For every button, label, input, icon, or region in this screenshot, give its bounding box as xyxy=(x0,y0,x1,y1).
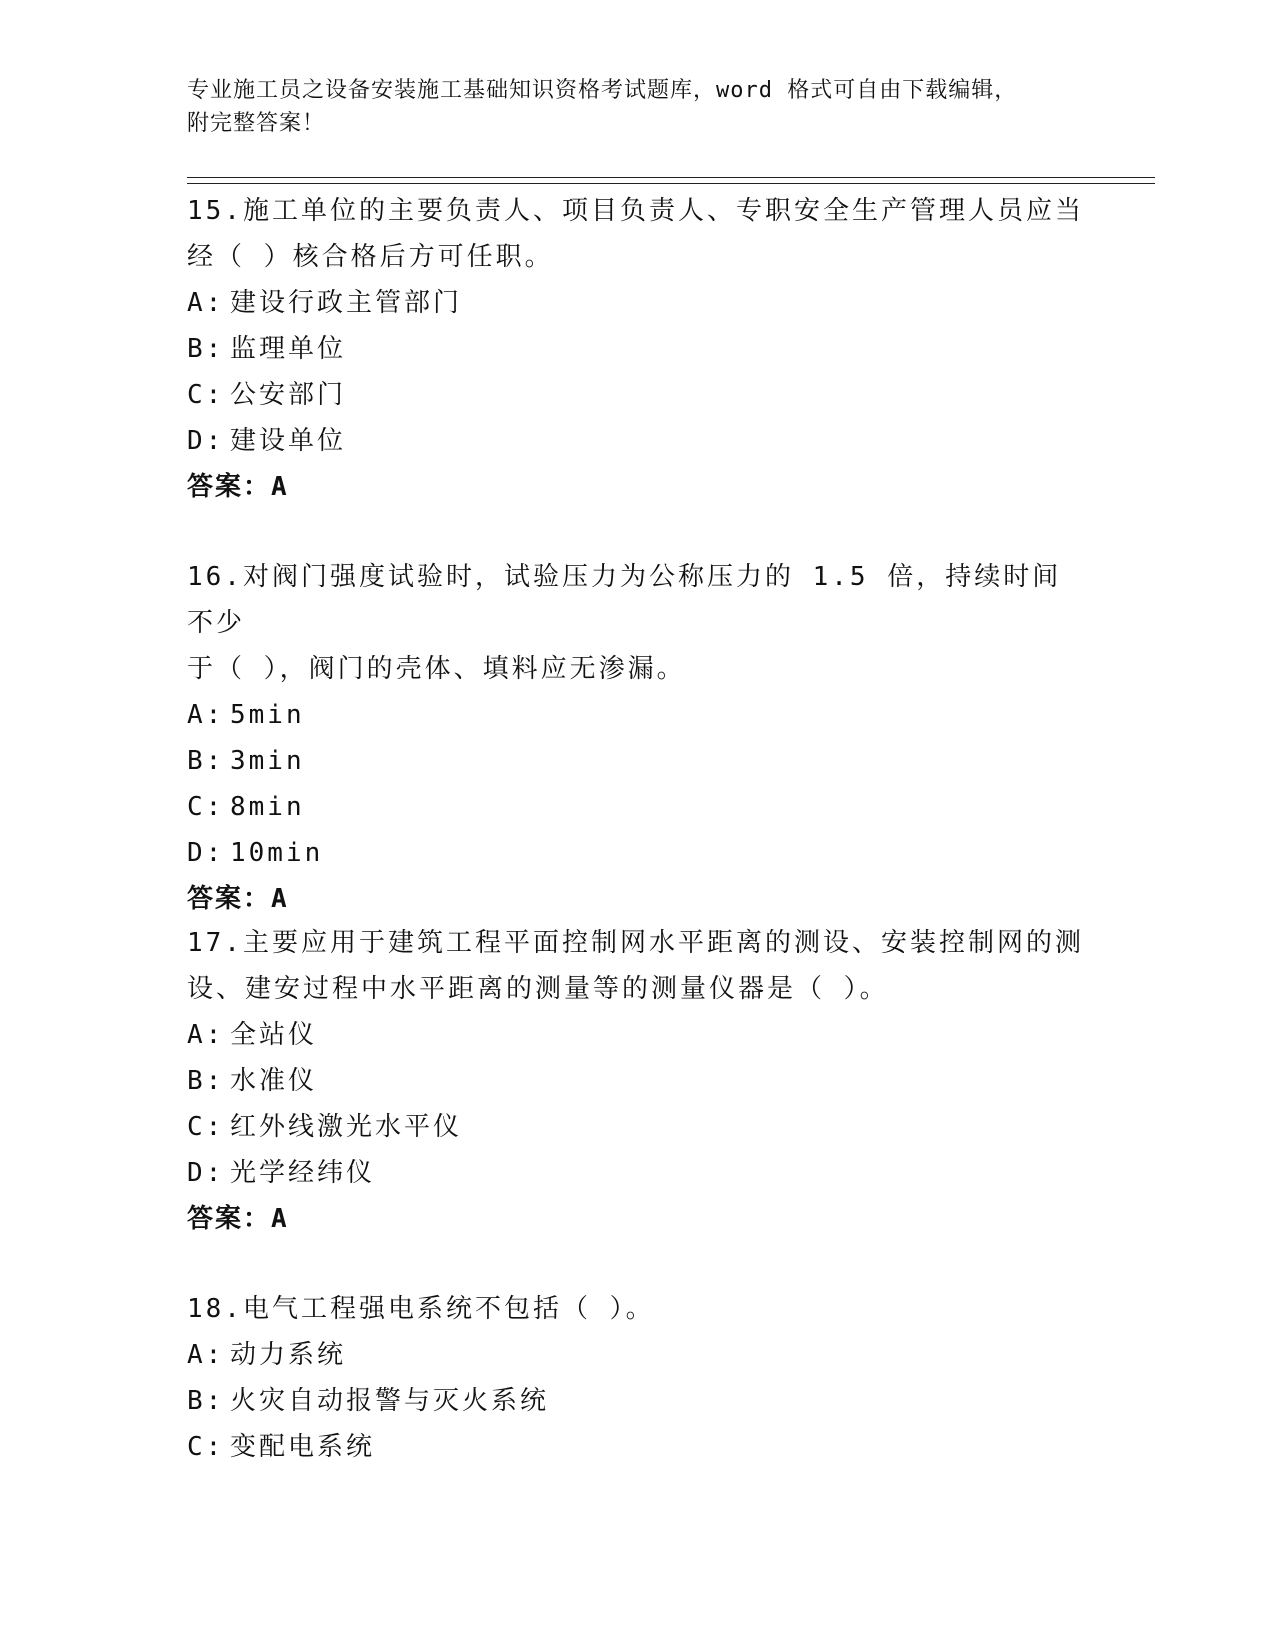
option-text: 变配电系统 xyxy=(230,1432,376,1462)
option-d xyxy=(187,830,1087,876)
option-key: B: xyxy=(187,1386,225,1416)
option-text: 光学经纬仪 xyxy=(230,1158,376,1188)
option-d xyxy=(187,1150,1087,1196)
option-a xyxy=(187,1012,1087,1058)
question-title-continued: 经（ ）核合格后方可任职。 xyxy=(187,242,554,272)
option-key: D: xyxy=(187,1158,225,1188)
question-18 xyxy=(187,1286,1087,1470)
option-key: A: xyxy=(187,1340,225,1370)
option-text: 10min xyxy=(230,838,324,868)
option-key: C: xyxy=(187,1112,225,1142)
question-title: 15.施工单位的主要负责人、项目负责人、专职安全生产管理人员应当 xyxy=(187,196,1084,226)
option-a xyxy=(187,280,1087,326)
option-key: C: xyxy=(187,792,225,822)
option-a xyxy=(187,692,1087,738)
option-text: 火灾自动报警与灭火系统 xyxy=(230,1386,550,1416)
option-key: D: xyxy=(187,426,225,456)
option-text: 8min xyxy=(230,792,305,822)
option-text: 3min xyxy=(230,746,305,776)
option-text: 5min xyxy=(230,700,305,730)
question-title: 18.电气工程强电系统不包括（ ）。 xyxy=(187,1294,655,1324)
option-b xyxy=(187,738,1087,784)
header-divider-top xyxy=(187,177,1155,178)
header-line-1: 专业施工员之设备安装施工基础知识资格考试题库，word 格式可自由下载编辑， xyxy=(187,78,1018,103)
answer-line: 答案：A xyxy=(187,884,289,914)
option-a xyxy=(187,1332,1087,1378)
question-title-continued: 于（ ），阀门的壳体、填料应无渗漏。 xyxy=(187,654,686,684)
option-c xyxy=(187,1104,1087,1150)
question-title-continued: 设、建安过程中水平距离的测量等的测量仪器是（ ）。 xyxy=(187,974,889,1004)
option-text: 全站仪 xyxy=(230,1020,318,1050)
question-title: 16.对阀门强度试验时，试验压力为公称压力的 1.5 倍，持续时间不少 xyxy=(187,562,1062,638)
option-text: 动力系统 xyxy=(230,1340,347,1370)
option-key: A: xyxy=(187,1020,225,1050)
option-key: A: xyxy=(187,288,225,318)
header-divider-bottom xyxy=(187,183,1155,184)
header-line-2: 附完整答案！ xyxy=(187,111,326,136)
answer-line: 答案：A xyxy=(187,1204,289,1234)
option-key: B: xyxy=(187,746,225,776)
document-header xyxy=(187,74,1087,140)
question-17 xyxy=(187,920,1087,1242)
option-text: 建设行政主管部门 xyxy=(230,288,463,318)
question-16 xyxy=(187,554,1087,922)
option-d xyxy=(187,418,1087,464)
option-text: 红外线激光水平仪 xyxy=(230,1112,463,1142)
option-text: 水准仪 xyxy=(230,1066,318,1096)
question-title: 17.主要应用于建筑工程平面控制网水平距离的测设、安装控制网的测 xyxy=(187,928,1084,958)
option-b xyxy=(187,1378,1087,1424)
option-key: D: xyxy=(187,838,225,868)
option-key: B: xyxy=(187,334,225,364)
option-key: B: xyxy=(187,1066,225,1096)
answer-line: 答案：A xyxy=(187,472,289,502)
option-text: 公安部门 xyxy=(230,380,347,410)
option-key: C: xyxy=(187,380,225,410)
option-b xyxy=(187,1058,1087,1104)
option-text: 监理单位 xyxy=(230,334,347,364)
option-key: A: xyxy=(187,700,225,730)
option-c xyxy=(187,372,1087,418)
option-text: 建设单位 xyxy=(230,426,347,456)
option-b xyxy=(187,326,1087,372)
option-c xyxy=(187,1424,1087,1470)
option-key: C: xyxy=(187,1432,225,1462)
question-15 xyxy=(187,188,1087,510)
option-c xyxy=(187,784,1087,830)
